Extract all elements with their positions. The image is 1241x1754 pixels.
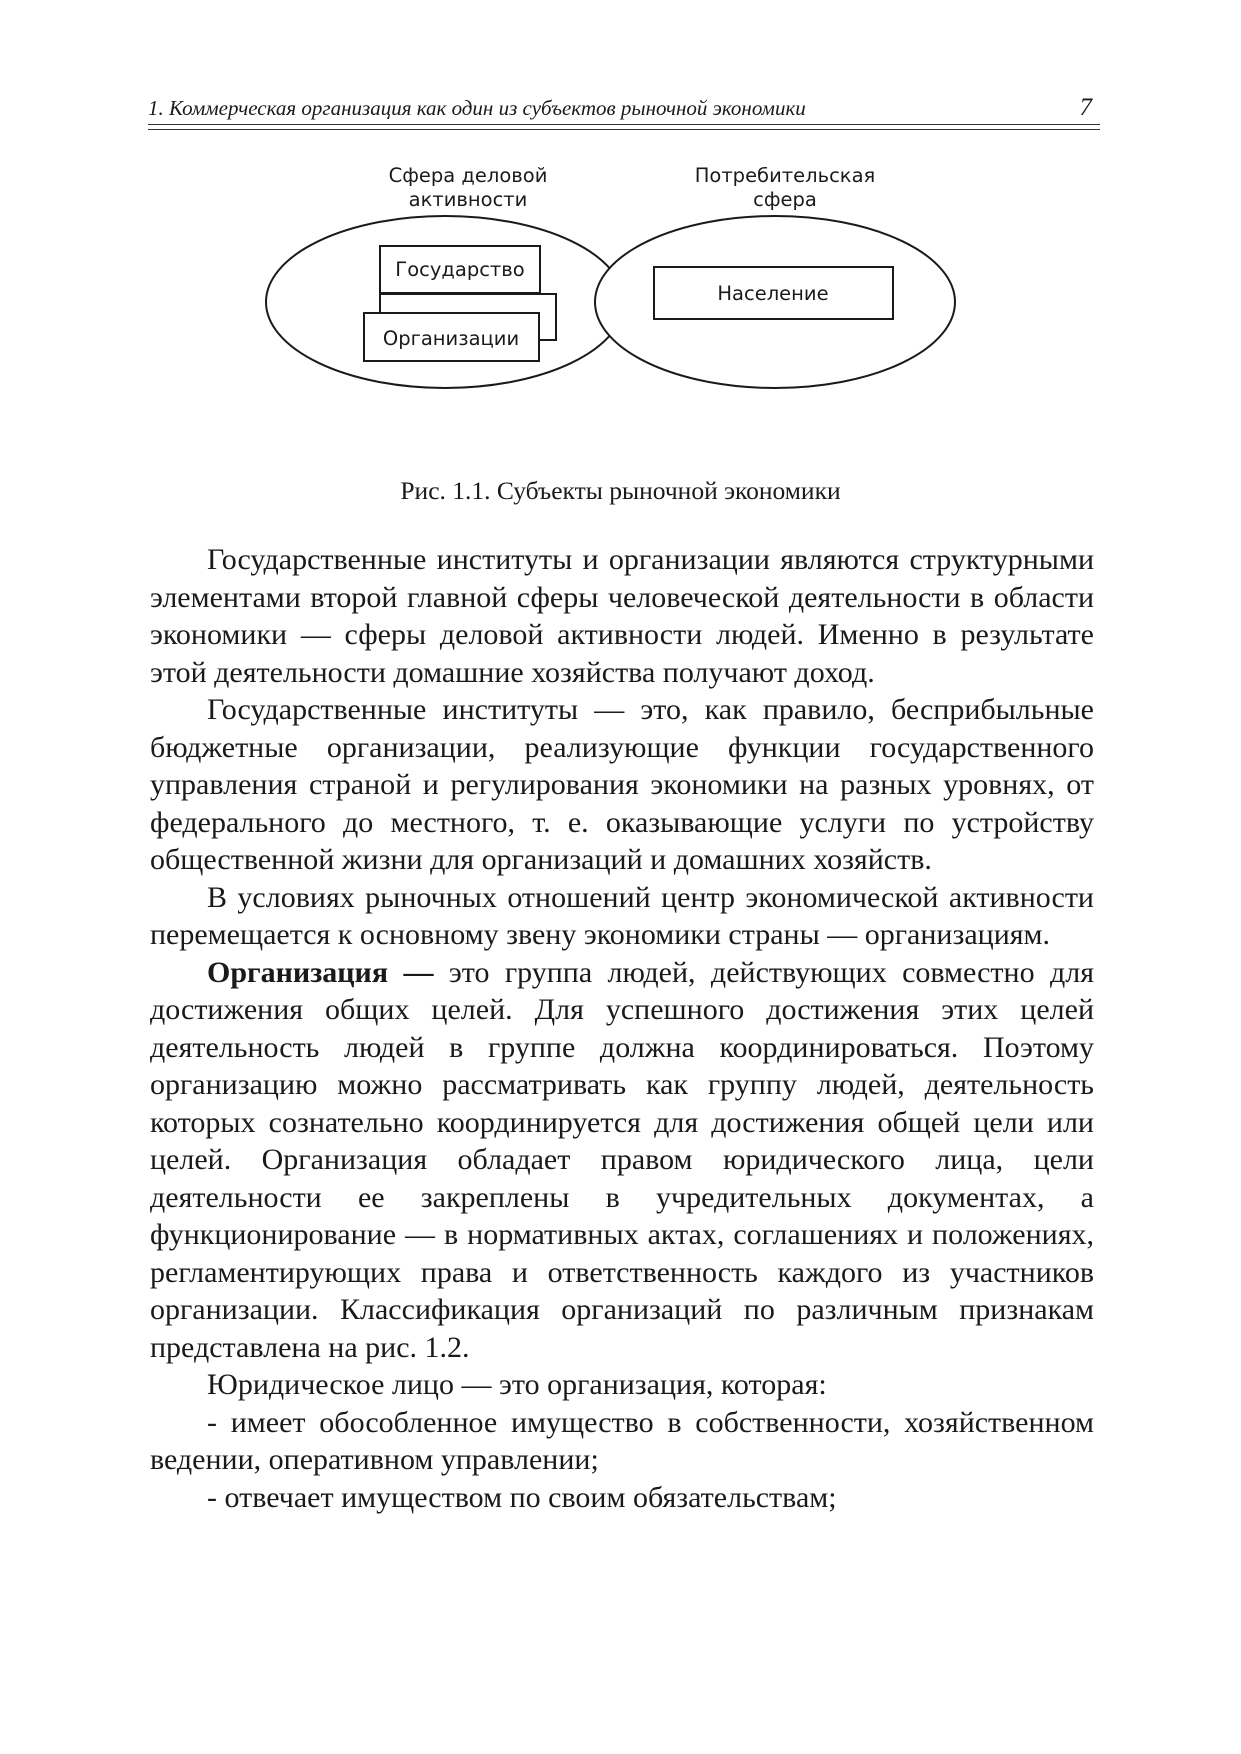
box-organizations-label: Организации — [382, 327, 520, 350]
paragraph-4-text: это группа людей, действующих совместно для достижения общих целей. Для успешного достижения этих целей деятельность людей в группе должна координироваться. Поэтому организацию можно рассматривать как группу людей, деятельность которых сознательно координируется для достижения общей цели или целей. Организация обладает правом юридического лица, цели деятельности ее закреплены в учредительных документах, а функционирование — в нормативных актах, соглашениях и положениях, регламентирующих права и ответственность каждого из участников организации. Классификация организаций по различным признакам представлена на рис. 1.2. — [150, 955, 1094, 1364]
paragraph-3: В условиях рыночных отношений центр экономической активности перемещается к основному звену экономики страны — организациям. — [150, 880, 1094, 951]
body-text — [150, 541, 1094, 1516]
box-state-label: Государство — [395, 258, 525, 281]
paragraph-4 — [150, 954, 1094, 1367]
figure-caption: Рис. 1.1. Субъекты рыночной экономики — [400, 476, 841, 505]
figure-market-subjects — [0, 164, 1241, 510]
header-rule-top — [148, 124, 1100, 125]
running-header — [148, 96, 1100, 132]
paragraph-2: Государственные институты — это, как правило, бесприбыльные бюджетные организации, реализующие функции государственного управления страной и регулирования экономики на разных уровнях, от федерального до местного, т. е. оказывающие услуги по устройству общественной жизни для организаций и домашних хозяйств. — [150, 693, 1094, 876]
label-consumer-sphere: Потребительская сфера — [694, 164, 876, 211]
list-item-1: - имеет обособленное имущество в собственности, хозяйственном ведении, оперативном управлении; — [150, 1405, 1094, 1476]
label-business-sphere: Сфера деловой активности — [388, 164, 548, 211]
header-rule-bottom — [148, 129, 1100, 130]
page-number: 7 — [1079, 94, 1092, 121]
box-population-label: Население — [717, 282, 829, 305]
paragraph-5: Юридическое лицо — это организация, которая: — [207, 1368, 827, 1401]
term-organization: Организация — — [207, 955, 434, 989]
paragraph-1: Государственные институты и организации являются структурными элементами второй главной сферы человеческой деятельности в области экономики — сферы деловой активности людей. Именно в результате этой деятельности домашние хозяйства получают доход. — [150, 543, 1094, 689]
list-item-2: - отвечает имуществом по своим обязательствам; — [207, 1480, 837, 1514]
venn-diagram — [0, 170, 1241, 470]
running-header-title: 1. Коммерческая организация как один из субъектов рыночной экономики — [148, 96, 806, 120]
